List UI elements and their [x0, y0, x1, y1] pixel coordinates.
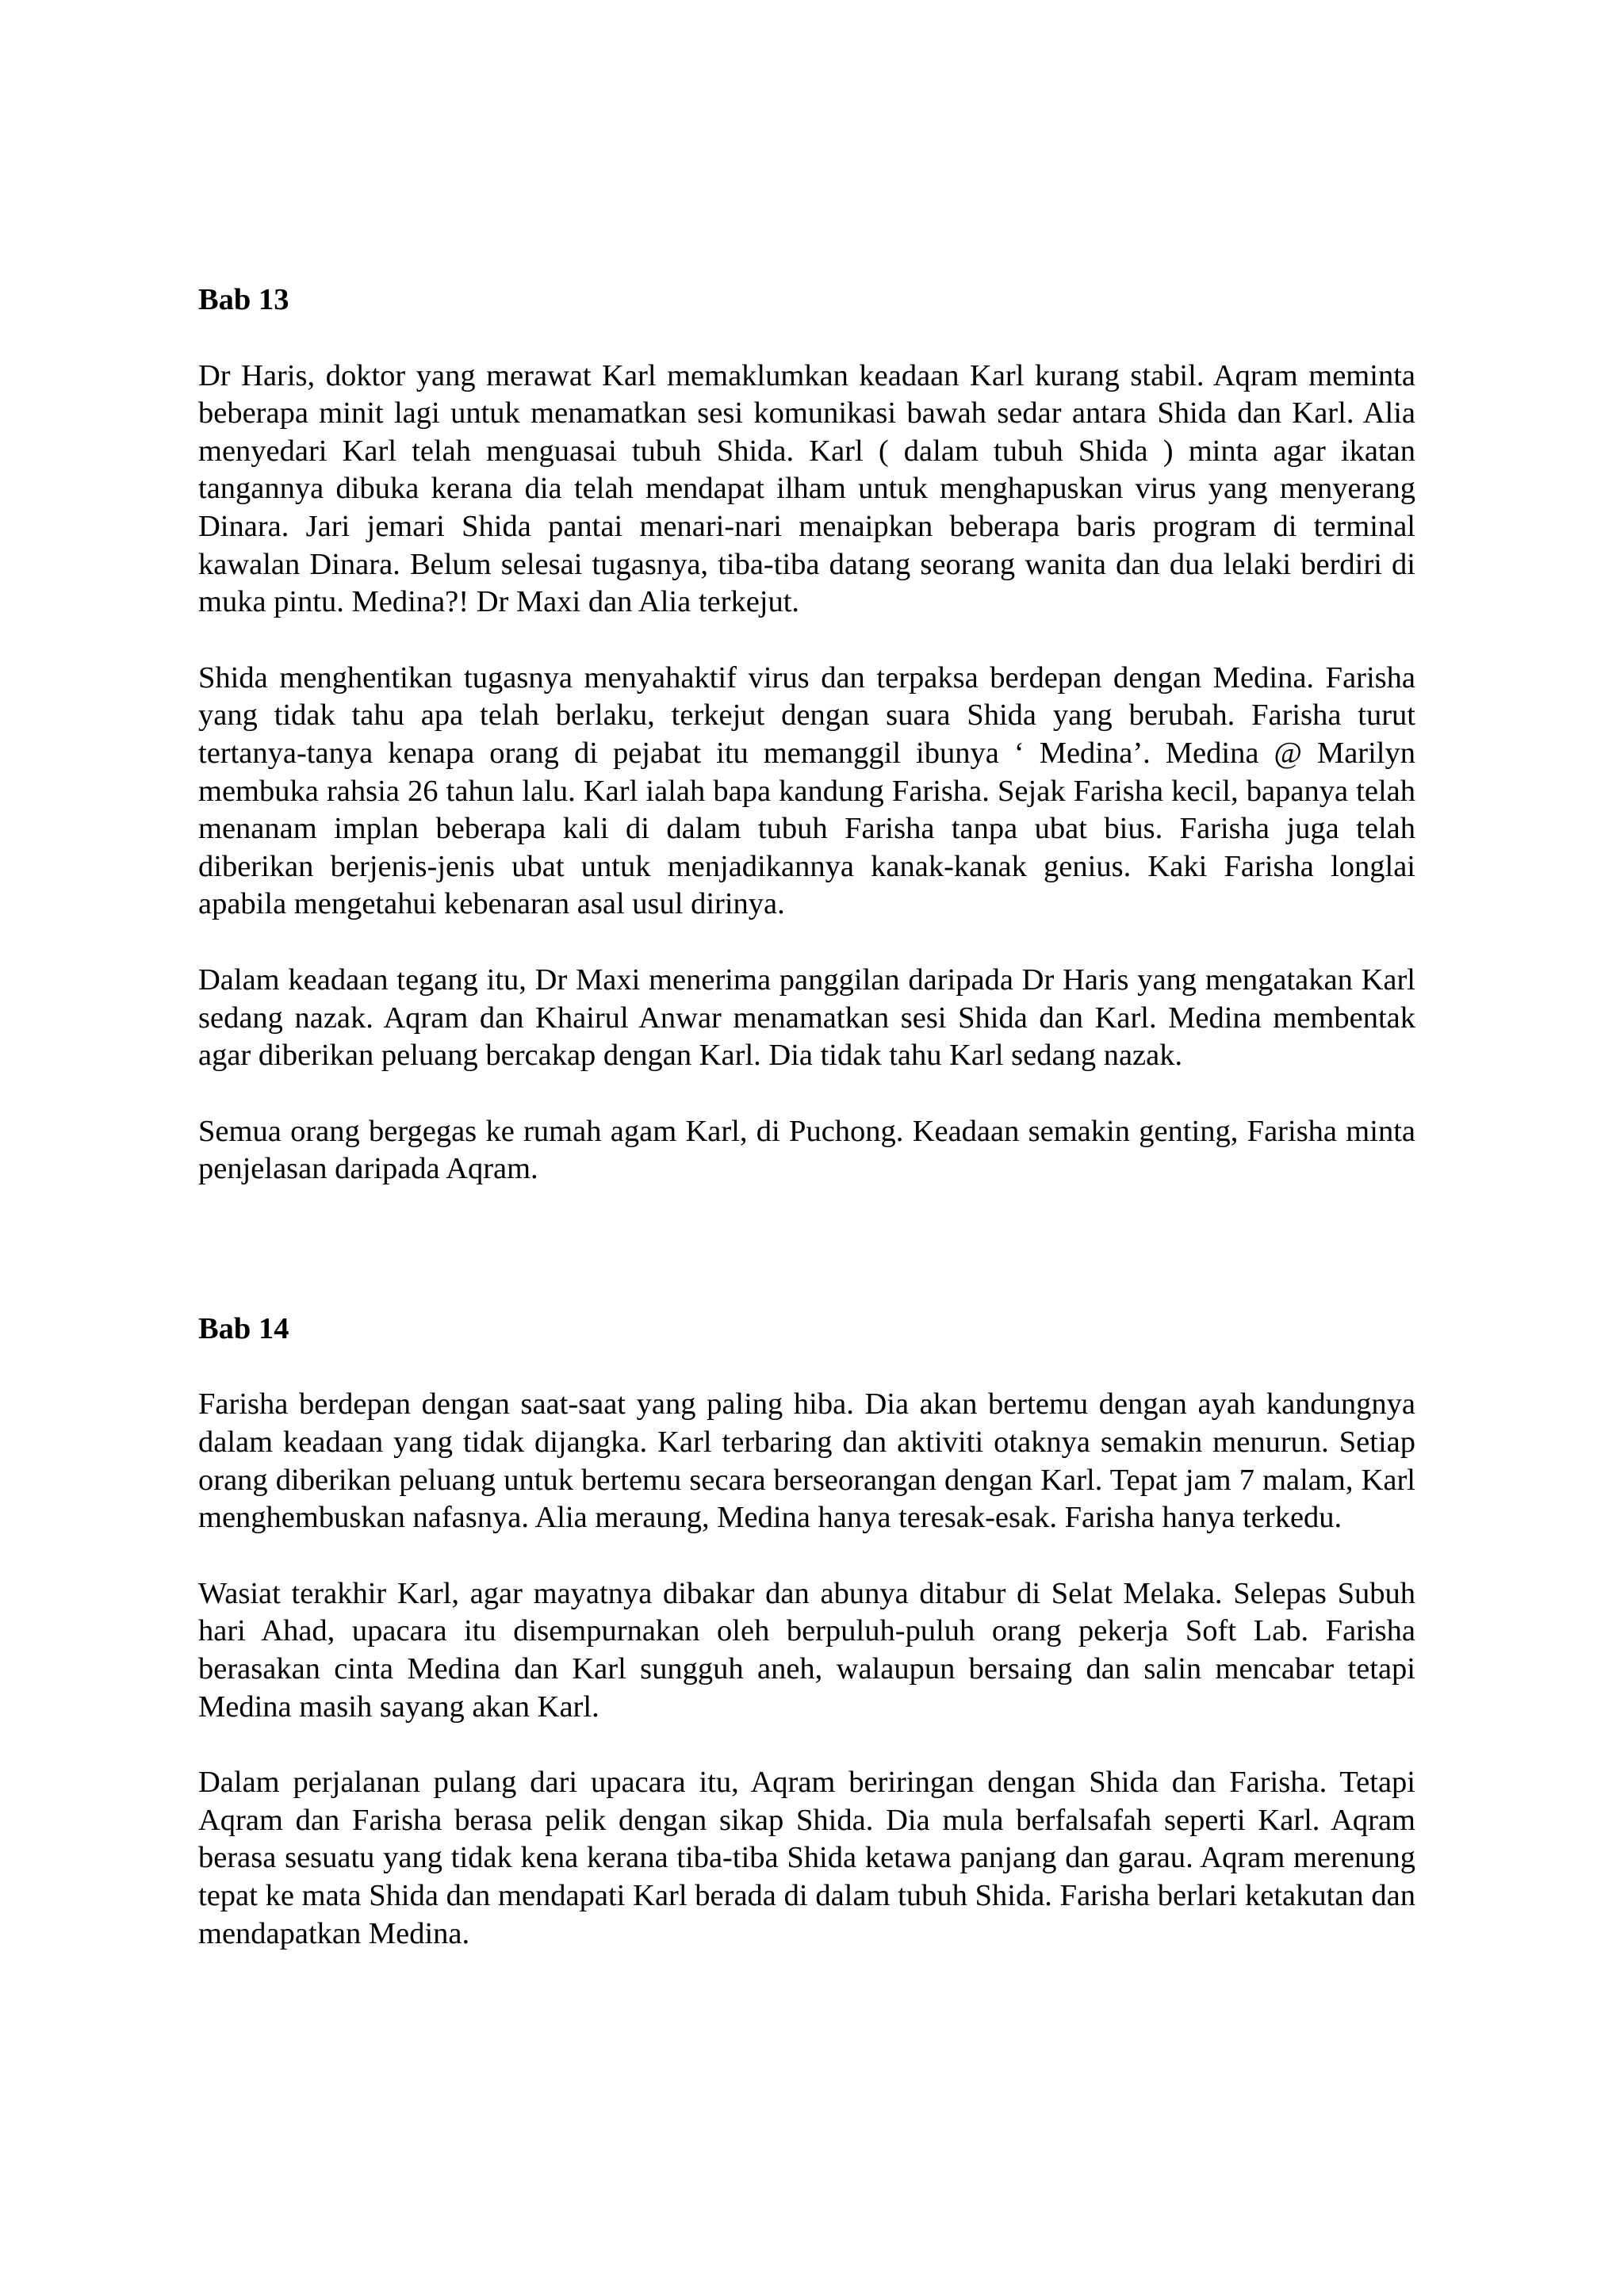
paragraph: Dalam perjalanan pulang dari upacara itu, Aqram beriringan dengan Shida dan Farisha. Tetapi Aqram dan Farisha berasa pelik dengan sikap Shida. Dia mula berfalsafah seperti Karl. Aqram berasa sesuatu yang tidak kena kerana tiba-tiba Shida ketawa panjang dan garau. Aqram merenung tepat ke mata Shida dan mendapati Karl berada di dalam tubuh Shida. Farisha berlari ketakutan dan mendapatkan Medina. — [198, 1766, 1415, 1950]
document-page — [198, 281, 1415, 1953]
chapter-13 — [198, 281, 1415, 1188]
chapter-title: Bab 13 — [198, 283, 289, 316]
paragraph: Farisha berdepan dengan saat-saat yang paling hiba. Dia akan bertemu dengan ayah kandungnya dalam keadaan yang tidak dijangka. Karl terbaring dan aktiviti otaknya semakin menurun. Setiap orang diberikan peluang untuk bertemu secara berseorangan dengan Karl. Tepat jam 7 malam, Karl menghembuskan nafasnya. Alia meraung, Medina hanya teresak-esak. Farisha hanya terkedu. — [198, 1387, 1415, 1535]
paragraph: Dalam keadaan tegang itu, Dr Maxi menerima panggilan daripada Dr Haris yang mengatakan Karl sedang nazak. Aqram dan Khairul Anwar menamatkan sesi Shida dan Karl. Medina membentak agar diberikan peluang bercakap dengan Karl. Dia tidak tahu Karl sedang nazak. — [198, 962, 1415, 1073]
paragraph: Shida menghentikan tugasnya menyahaktif virus dan terpaksa berdepan dengan Medina. Farisha yang tidak tahu apa telah berlaku, terkejut dengan suara Shida yang berubah. Farisha turut tertanya-tanya kenapa orang di pejabat itu memanggil ibunya ‘ Medina’. Medina @ Marilyn membuka rahsia 26 tahun lalu. Karl ialah bapa kandung Farisha. Sejak Farisha kecil, bapanya telah menanam implan beberapa kali di dalam tubuh Farisha tanpa ubat bius. Farisha juga telah diberikan berjenis-jenis ubat untuk menjadikannya kanak-kanak genius. Kaki Farisha longlai apabila mengetahui kebenaran asal usul dirinya. — [198, 660, 1415, 921]
chapter-title: Bab 14 — [198, 1311, 289, 1345]
paragraph: Semua orang bergegas ke rumah agam Karl, di Puchong. Keadaan semakin genting, Farisha minta penjelasan daripada Aqram. — [198, 1114, 1415, 1186]
chapter-14 — [198, 1311, 1415, 1953]
paragraph: Wasiat terakhir Karl, agar mayatnya dibakar dan abunya ditabur di Selat Melaka. Selepas Subuh hari Ahad, upacara itu disempurnakan oleh berpuluh-puluh orang pekerja Soft Lab. Farisha berasakan cinta Medina dan Karl sungguh aneh, walaupun bersaing dan salin mencabar tetapi Medina masih sayang akan Karl. — [198, 1576, 1415, 1724]
paragraph: Dr Haris, doktor yang merawat Karl memaklumkan keadaan Karl kurang stabil. Aqram meminta beberapa minit lagi untuk menamatkan sesi komunikasi bawah sedar antara Shida dan Karl. Alia menyedari Karl telah menguasai tubuh Shida. Karl ( dalam tubuh Shida ) minta agar ikatan tangannya dibuka kerana dia telah mendapat ilham untuk menghapuskan virus yang menyerang Dinara. Jari jemari Shida pantai menari-nari menaipkan beberapa baris program di terminal kawalan Dinara. Belum selesai tugasnya, tiba-tiba datang seorang wanita dan dua lelaki berdiri di muka pintu. Medina?! Dr Maxi dan Alia terkejut. — [198, 358, 1415, 619]
